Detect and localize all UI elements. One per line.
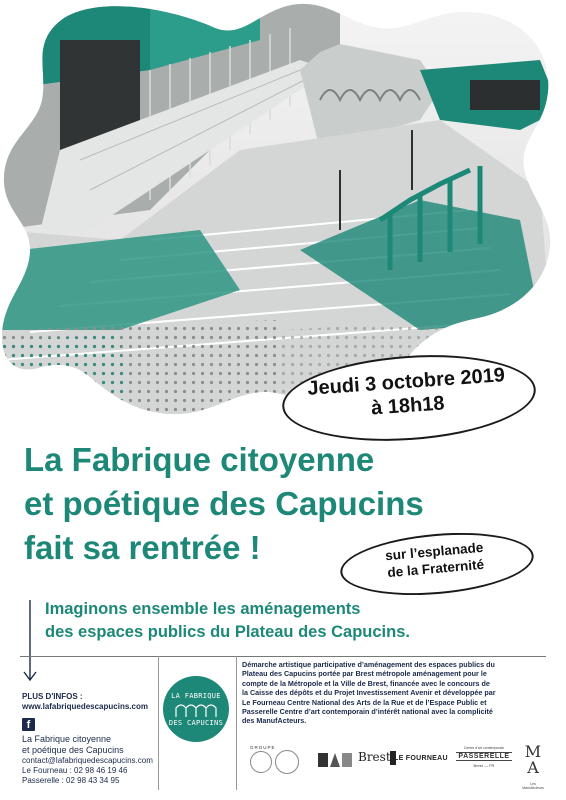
arches-icon bbox=[175, 702, 217, 718]
place-line1: sur l’esplanade bbox=[384, 539, 484, 564]
title-line-1: La Fabrique citoyenne bbox=[24, 441, 375, 478]
description-line: Plateau des Capucins portée par Brest métropole aménagement pour le bbox=[242, 669, 487, 679]
place-line2: de la Fraternité bbox=[386, 556, 485, 581]
passerelle-name: PASSERELLE bbox=[456, 752, 512, 761]
org-line-2: et poétique des Capucins bbox=[22, 745, 124, 755]
description-line: la Caisse des dépôts et du Projet Investissement Avenir et développée par bbox=[242, 688, 496, 698]
logo-line-1: LA FABRIQUE bbox=[171, 692, 221, 700]
logo-line-2: DES CAPUCINS bbox=[168, 719, 224, 727]
passerelle-logo bbox=[456, 746, 512, 768]
caisse-des-depots-logo bbox=[250, 751, 272, 773]
manufacteurs-name: Les ManufActeurs bbox=[522, 782, 544, 790]
investissement-avenir-logo bbox=[275, 750, 299, 774]
partner-logos bbox=[242, 738, 552, 788]
brest-logo: Brest bbox=[358, 750, 391, 764]
title-line-3: fait sa rentrée ! bbox=[24, 529, 261, 566]
groupe-label: GROUPE bbox=[250, 745, 276, 750]
down-arrow-icon bbox=[20, 600, 40, 684]
website-link[interactable]: www.lafabriquedescapucins.com bbox=[22, 702, 148, 711]
footer-divider-right bbox=[236, 656, 237, 790]
facebook-icon[interactable]: f bbox=[22, 718, 35, 731]
footer-divider bbox=[20, 656, 546, 657]
project-description bbox=[242, 660, 548, 726]
contact-info bbox=[22, 692, 158, 786]
subtitle-line-2: des espaces publics du Plateau des Capucins. bbox=[45, 623, 410, 641]
title-line-2: et poétique des Capucins bbox=[24, 485, 424, 522]
phone-passerelle: Passerelle : 02 98 43 34 95 bbox=[22, 776, 120, 785]
fourneau-logo: LE FOURNEAU bbox=[394, 755, 448, 762]
passerelle-small: Centre d'art contemporain bbox=[463, 746, 505, 750]
footer-divider-left bbox=[158, 656, 159, 790]
org-line-1: La Fabrique citoyenne bbox=[22, 734, 112, 744]
description-line: compte de la Métropole et la Ville de Brest, financée avec le concours de bbox=[242, 678, 490, 688]
subtitle-line-1: Imaginons ensemble les aménagements bbox=[45, 600, 361, 618]
passerelle-city: Brest — FR bbox=[473, 763, 495, 768]
event-date-line1: Jeudi 3 octobre 2019 bbox=[306, 364, 506, 400]
manufacteurs-mark-icon: M A bbox=[524, 742, 542, 777]
infos-heading: PLUS D'INFOS : bbox=[22, 692, 83, 701]
subtitle bbox=[45, 598, 545, 644]
contact-email[interactable]: contact@lafabriquedescapucins.com bbox=[22, 756, 153, 765]
description-line: des ManufActeurs. bbox=[242, 716, 307, 726]
manufacteurs-logo bbox=[520, 744, 546, 790]
event-time: à 18h18 bbox=[370, 392, 446, 420]
fabrique-logo bbox=[163, 676, 229, 742]
description-line: Passerelle Centre d’art contemporain d’intérêt national avec la complicité bbox=[242, 707, 493, 717]
metropole-amenagement-logo bbox=[318, 753, 352, 767]
phone-fourneau: Le Fourneau : 02 98 46 19 46 bbox=[22, 766, 128, 775]
description-line: Le Fourneau Centre National des Arts de la Rue et de l’Espace Public et bbox=[242, 697, 487, 707]
description-line: Démarche artistique participative d’aménagement des espaces publics du bbox=[242, 660, 495, 669]
